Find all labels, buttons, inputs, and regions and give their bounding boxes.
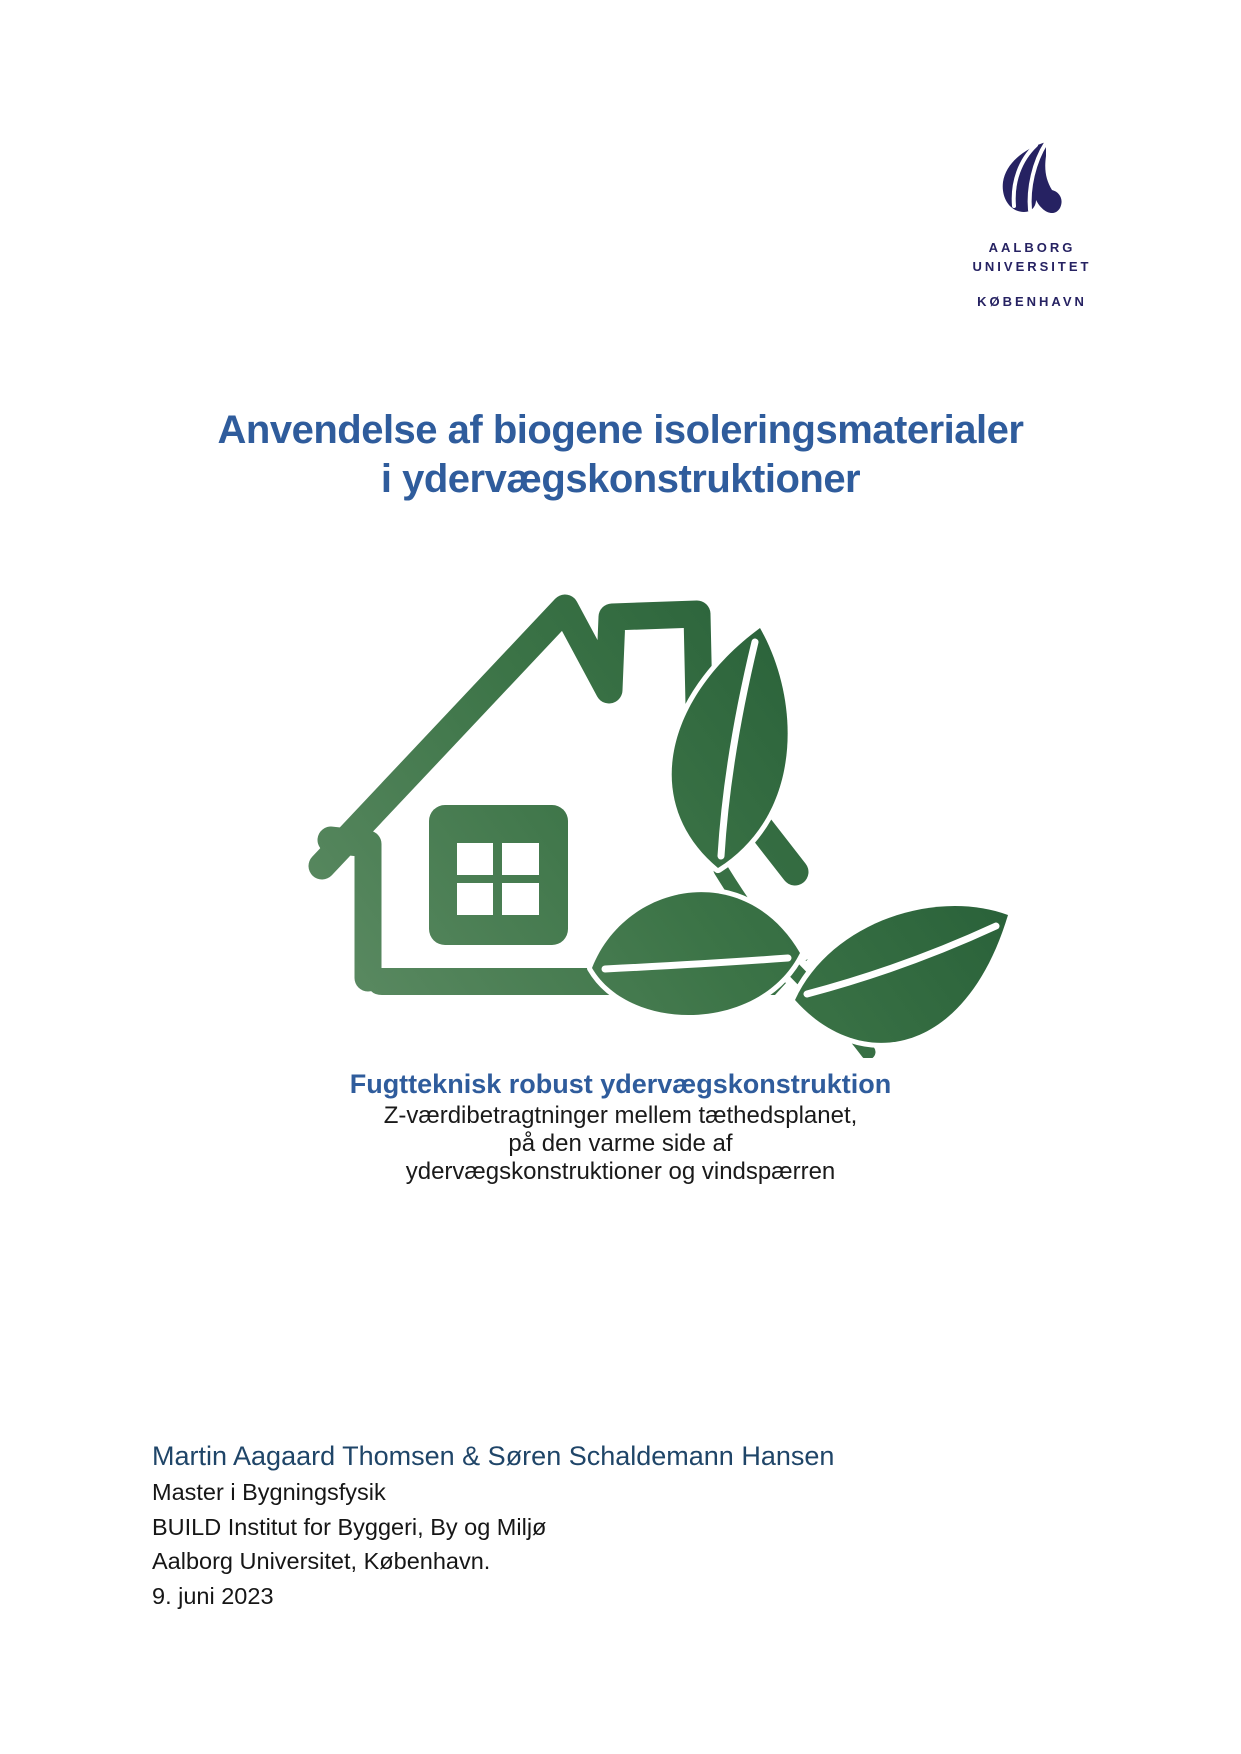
author-department: BUILD Institut for Byggeri, By og Miljø	[152, 1513, 547, 1540]
university-logo	[952, 140, 1112, 311]
page-title-line2: i ydervægskonstruktioner	[380, 457, 861, 501]
page-title	[0, 406, 1241, 504]
subtitle-line-3: ydervægskonstruktioner og vindspærren	[405, 1158, 836, 1185]
author-university: Aalborg Universitet, København.	[152, 1548, 491, 1574]
author-program: Master i Bygningsfysik	[152, 1479, 386, 1505]
subtitle-line-1: Z-værdibetragtninger mellem tæthedsplanet,	[383, 1102, 858, 1129]
aau-swirl-icon	[996, 140, 1068, 224]
author-names: Martin Aagaard Thomsen & Søren Schaldemann Hansen	[152, 1441, 835, 1471]
subtitle-block	[0, 1066, 1241, 1186]
subtitle-line-2: på den varme side af	[508, 1130, 733, 1157]
subtitle-heading: Fugtteknisk robust ydervægskonstruktion	[349, 1069, 892, 1099]
leaf-left	[592, 892, 800, 1015]
green-house-leaves-illustration	[285, 528, 1015, 1058]
logo-institution-line1: AALBORG	[988, 240, 1076, 255]
author-date: 9. juni 2023	[152, 1582, 274, 1609]
logo-campus: KØBENHAVN	[977, 294, 1087, 309]
logo-institution-line2: UNIVERSITET	[972, 259, 1092, 274]
page-title-line1: Anvendelse af biogene isoleringsmaterialer	[217, 408, 1024, 452]
author-block	[152, 1438, 952, 1613]
leaf-right	[795, 906, 1008, 1043]
